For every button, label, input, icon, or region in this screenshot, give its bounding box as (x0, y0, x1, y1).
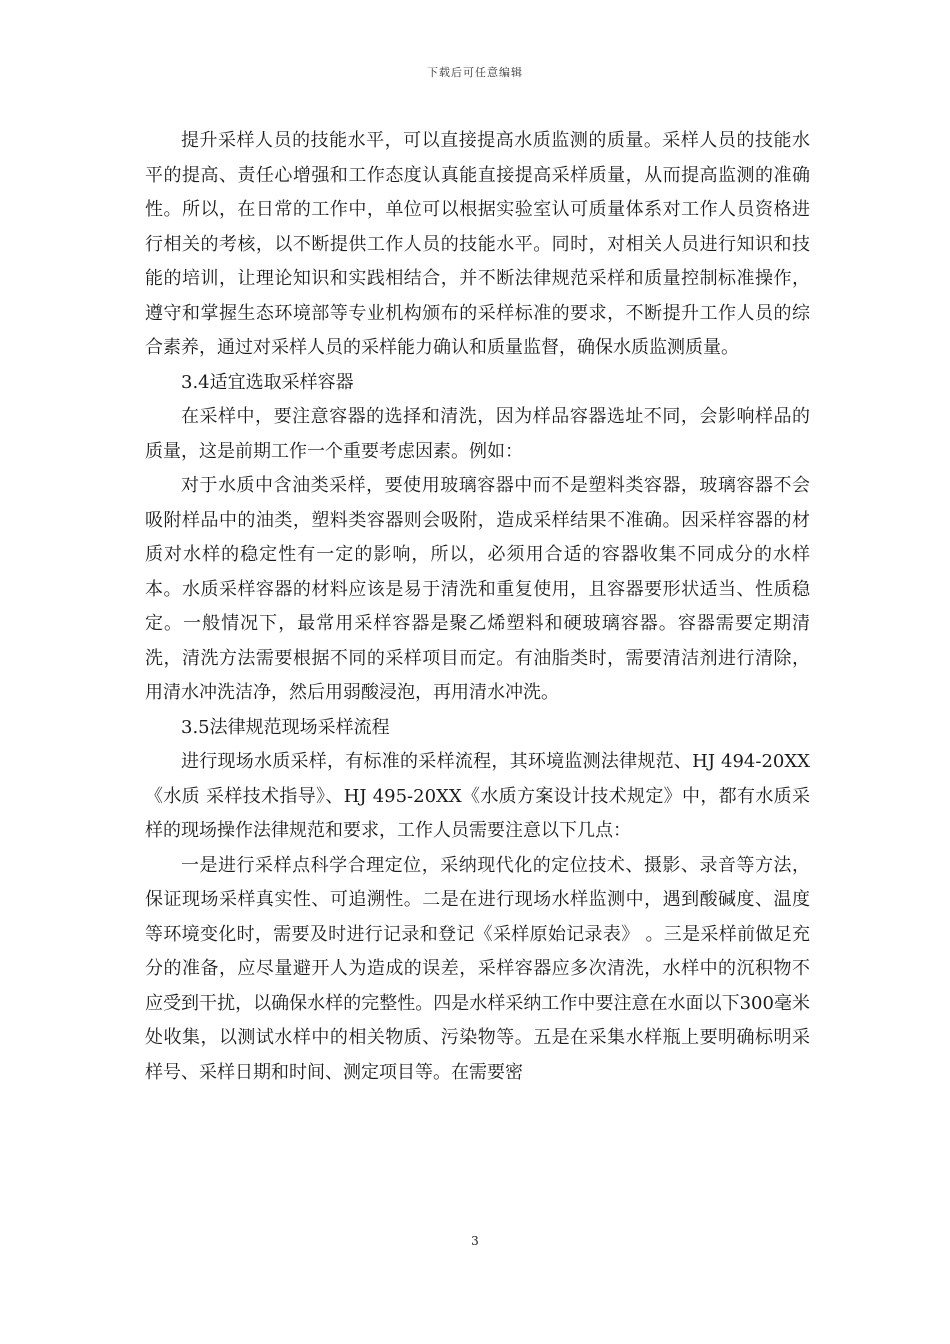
section-heading-3-5: 3.5法律规范现场采样流程 (181, 716, 390, 738)
paragraph-sampling-points: 一是进行采样点科学合理定位，采纳现代化的定位技术、摄影、录音等方法，保证现场采样真实性、可追溯性。二是在进行现场水样监测中，遇到酸碱度、温度等环境变化时，需要及时进行记录和登记《采样原始记录表》 。三是采样前做足充分的准备，应尽量避开人为造成的误差，采样容器应多次清洗，水样中的沉积物不应受到干扰，以确保水样的完整性。四是水样采纳工作中要注意在水面以下300毫米处收集，以测试水样中的相关物质、污染物等。五是在采集水样瓶上要明确标明采样号、采样日期和时间、测定项目等。在需要密 (145, 854, 810, 1083)
header-note: 下载后可任意编辑 (427, 66, 523, 79)
paragraph-skill-level: 提升采样人员的技能水平，可以直接提高水质监测的质量。采样人员的技能水平的提高、责任心增强和工作态度认真能直接提高采样质量，从而提高监测的准确性。所以，在日常的工作中，单位可以根据实验室认可质量体系对工作人员资格进行相关的考核，以不断提供工作人员的技能水平。同时，对相关人员进行知识和技能的培训，让理论知识和实践相结合，并不断法律规范采样和质量控制标准操作，遵守和掌握生态环境部等专业机构颁布的采样标准的要求，不断提升工作人员的综合素养，通过对采样人员的采样能力确认和质量监督，确保水质监测质量。 (145, 130, 810, 358)
section-heading-3-4: 3.4适宜选取采样容器 (181, 371, 354, 393)
paragraph-container-intro: 在采样中，要注意容器的选择和清洗，因为样品容器选址不同，会影响样品的质量，这是前期工作一个重要考虑因素。例如： (145, 406, 810, 462)
paragraph-sampling-process: 进行现场水质采样，有标准的采样流程，其环境监测法律规范、HJ 494-20XX《水质 采样技术指导》、HJ 495-20XX《水质方案设计技术规定》中，都有水质采样的现场操作法律规范和要求，工作人员需要注意以下几点： (145, 751, 810, 841)
paragraph-container-detail: 对于水质中含油类采样，要使用玻璃容器中而不是塑料类容器，玻璃容器不会吸附样品中的油类，塑料类容器则会吸附，造成采样结果不准确。因采样容器的材质对水样的稳定性有一定的影响，所以，必须用合适的容器收集不同成分的水样本。水质采样容器的材料应该是易于清洗和重复使用，且容器要形状适当、性质稳定。一般情况下，最常用采样容器是聚乙烯塑料和硬玻璃容器。容器需要定期清洗，清洗方法需要根据不同的采样项目而定。有油脂类时，需要清洁剂进行清除，用清水冲洗洁净，然后用弱酸浸泡，再用清水冲洗。 (145, 475, 810, 703)
page-number: 3 (471, 1234, 479, 1248)
body-text (145, 124, 810, 1090)
